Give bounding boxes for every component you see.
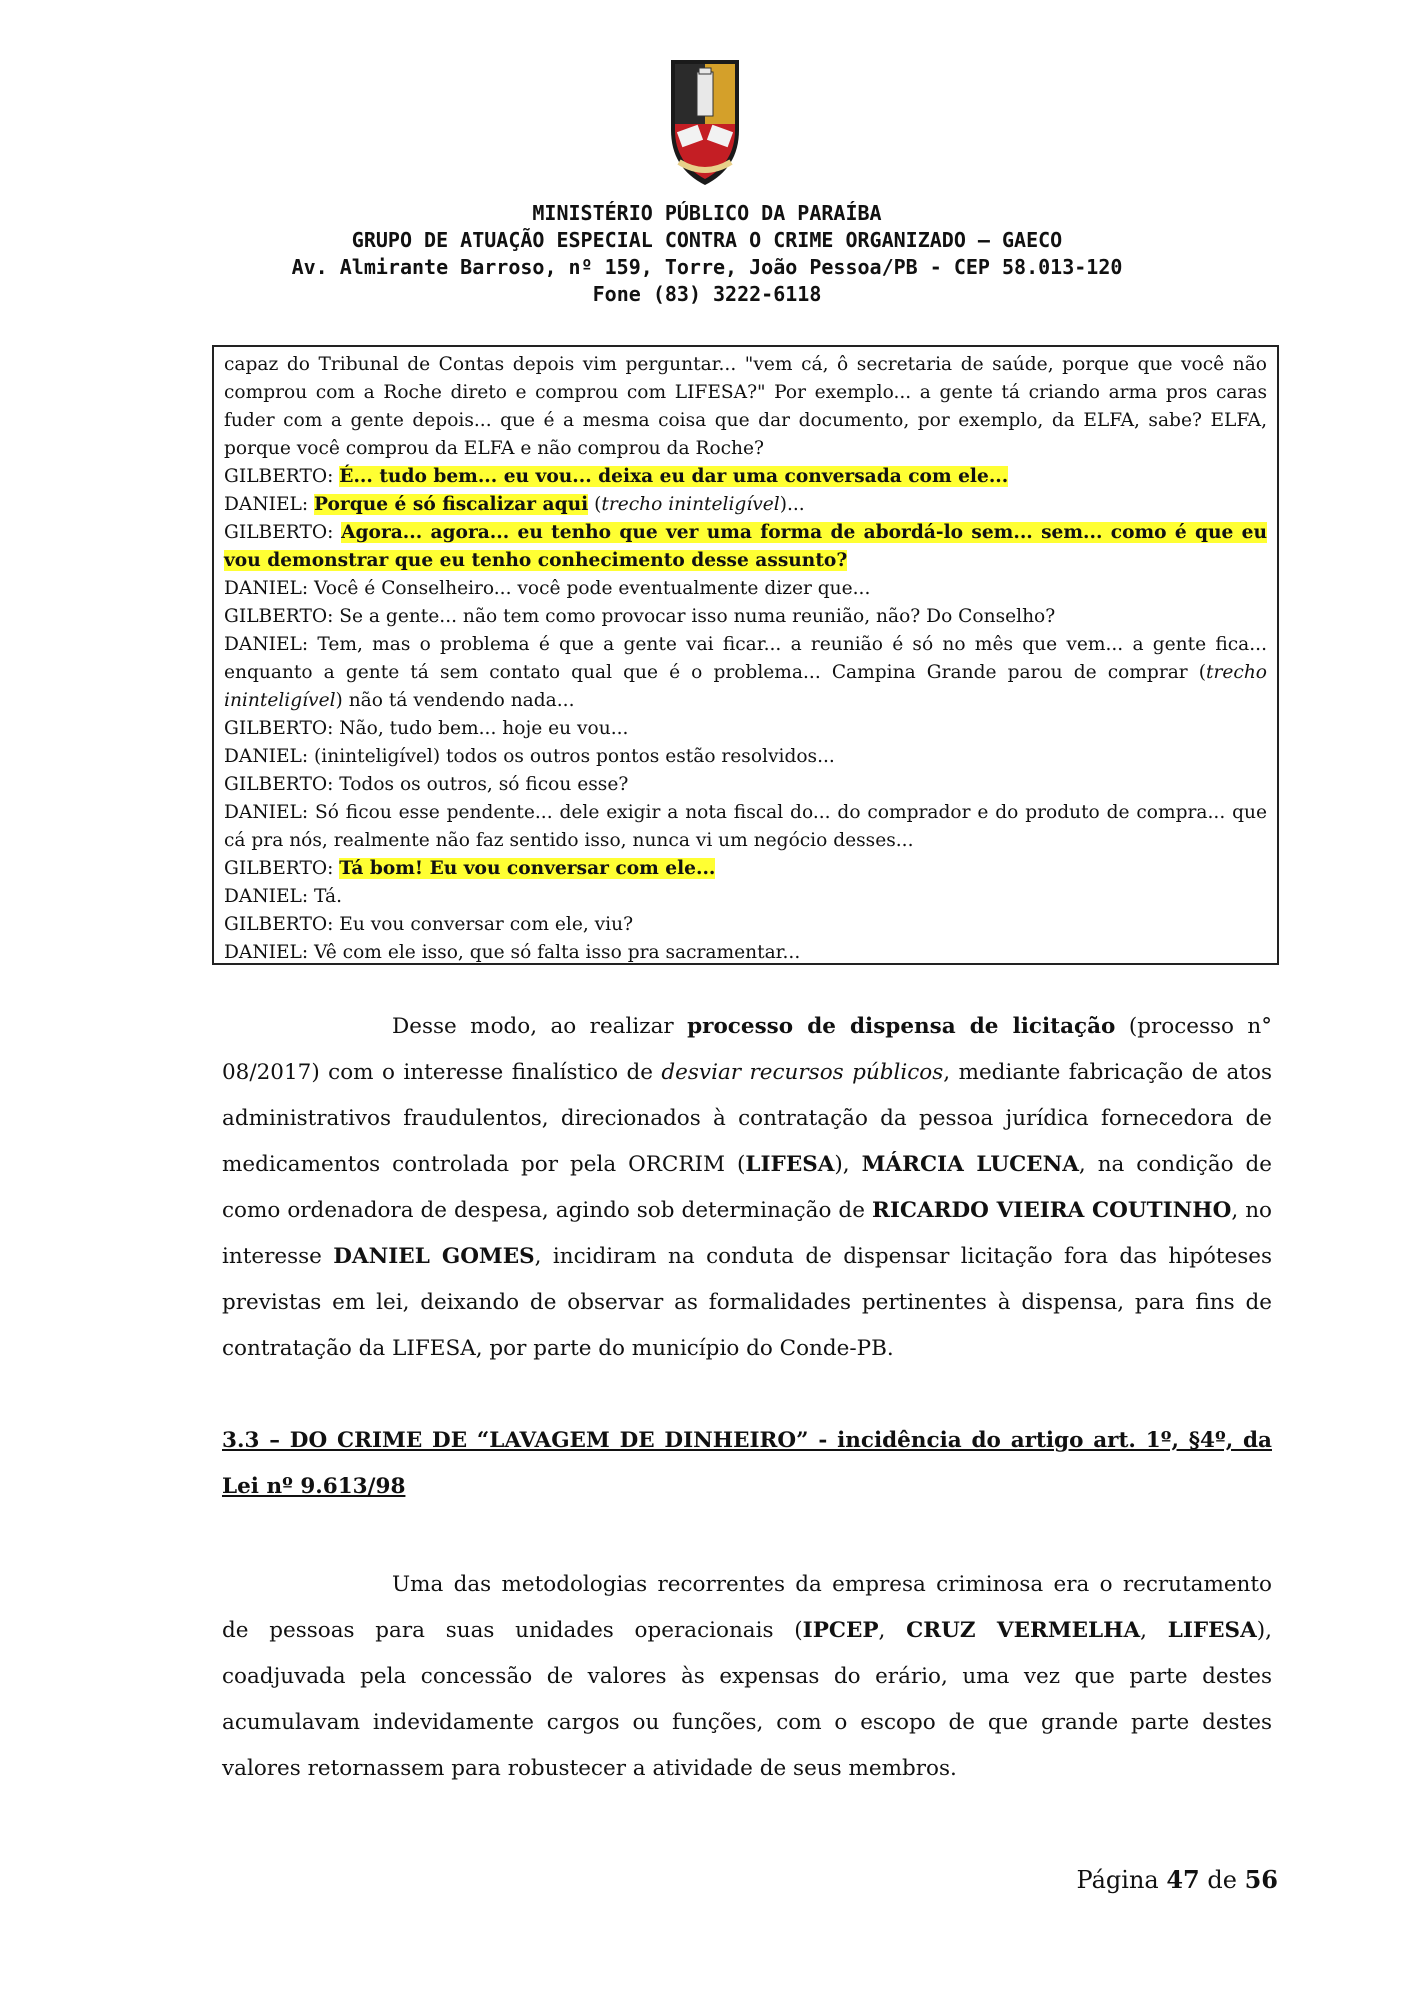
highlighted-text: É... tudo bem... eu vou... deixa eu dar uma conversada com ele...: [339, 466, 1009, 487]
document-header: [0, 200, 1414, 308]
transcript-line: GILBERTO: Agora... agora... eu tenho que ver uma forma de abordá-lo sem... sem... como é que eu vou demonstrar que eu tenho conhecimento desse assunto?: [224, 522, 1267, 571]
transcript-line: GILBERTO: É... tudo bem... eu vou... deixa eu dar uma conversada com ele...: [224, 466, 1009, 487]
transcript-line: GILBERTO: Eu vou conversar com ele, viu?: [224, 914, 634, 935]
transcript-line: capaz do Tribunal de Contas depois vim perguntar... "vem cá, ô secretaria de saúde, porque que você não comprou com a Roche direto e comprou com LIFESA?" Por exemplo... a gente tá criando arma pros caras fuder com a gente depois... que é a mesma coisa que dar documento, por exemplo, da ELFA, sabe? ELFA, porque você comprou da ELFA e não comprou da Roche?: [224, 354, 1267, 459]
header-phone: Fone (83) 3222-6118: [592, 282, 822, 306]
transcript-box: [212, 345, 1279, 965]
header-institution: MINISTÉRIO PÚBLICO DA PARAÍBA: [532, 201, 882, 225]
transcript-line: DANIEL: Vê com ele isso, que só falta isso pra sacramentar...: [224, 942, 801, 963]
transcript-line: DANIEL: Você é Conselheiro... você pode eventualmente dizer que...: [224, 578, 871, 599]
header-group: GRUPO DE ATUAÇÃO ESPECIAL CONTRA O CRIME ORGANIZADO – GAECO: [351, 228, 1063, 252]
transcript-line: DANIEL: Porque é só fiscalizar aqui (trecho ininteligível)...: [224, 494, 805, 515]
transcript-line: GILBERTO: Se a gente... não tem como provocar isso numa reunião, não? Do Conselho?: [224, 606, 1056, 627]
transcript-line: GILBERTO: Não, tudo bem... hoje eu vou...: [224, 718, 629, 739]
header-address: Av. Almirante Barroso, nº 159, Torre, João Pessoa/PB - CEP 58.013-120: [291, 255, 1123, 279]
page-number: Página 47 de 56: [1076, 1865, 1278, 1894]
body-paragraph: Desse modo, ao realizar processo de dispensa de licitação (processo n° 08/2017) com o interesse finalístico de desviar recursos públicos, mediante fabricação de atos administrativos fraudulentos, direcionados à contratação da pessoa jurídica fornecedora de medicamentos controlada por pela ORCRIM (LIFESA), MÁRCIA LUCENA, na condição de como ordenadora de despesa, agindo sob determinação de RICARDO VIEIRA COUTINHO, no interesse DANIEL GOMES, incidiram na conduta de dispensar licitação fora das hipóteses previstas em lei, deixando de observar as formalidades pertinentes à dispensa, para fins de contratação da LIFESA, por parte do município do Conde-PB.: [222, 1014, 1273, 1361]
highlighted-text: Porque é só fiscalizar aqui: [314, 494, 589, 515]
highlighted-text: Agora... agora... eu tenho que ver uma forma de abordá-lo sem... sem... como é que eu vou demonstrar que eu tenho conhecimento desse assunto?: [224, 522, 1267, 571]
transcript-line: DANIEL: (ininteligível) todos os outros pontos estão resolvidos...: [224, 746, 835, 767]
transcript-line: DANIEL: Tá.: [224, 886, 342, 907]
transcript-line: DANIEL: Só ficou esse pendente... dele exigir a nota fiscal do... do comprador e do produto de compra... que cá pra nós, realmente não faz sentido isso, nunca vi um negócio desses...: [224, 802, 1267, 851]
transcript-line: GILBERTO: Tá bom! Eu vou conversar com ele...: [224, 858, 716, 879]
transcript-line: DANIEL: Tem, mas o problema é que a gente vai ficar... a reunião é só no mês que vem... a gente fica... enquanto a gente tá sem contato qual que é o problema... Campina Grande parou de comprar (trecho ininteligível) não tá vendendo nada...: [224, 634, 1267, 711]
section-heading: 3.3 – DO CRIME DE “LAVAGEM DE DINHEIRO” - incidência do artigo art. 1º, §4º, da Lei nº 9.613/98: [222, 1428, 1272, 1499]
highlighted-text: Tá bom! Eu vou conversar com ele...: [339, 858, 716, 879]
mppb-logo: [665, 50, 745, 225]
body-paragraph: Uma das metodologias recorrentes da empresa criminosa era o recrutamento de pessoas para suas unidades operacionais (IPCEP, CRUZ VERMELHA, LIFESA), coadjuvada pela concessão de valores às expensas do erário, uma vez que parte destes acumulavam indevidamente cargos ou funções, com o escopo de que grande parte destes valores retornassem para robustecer a atividade de seus membros.: [222, 1572, 1273, 1781]
coat-of-arms-icon: [665, 50, 745, 190]
transcript-line: GILBERTO: Todos os outros, só ficou esse?: [224, 774, 629, 795]
